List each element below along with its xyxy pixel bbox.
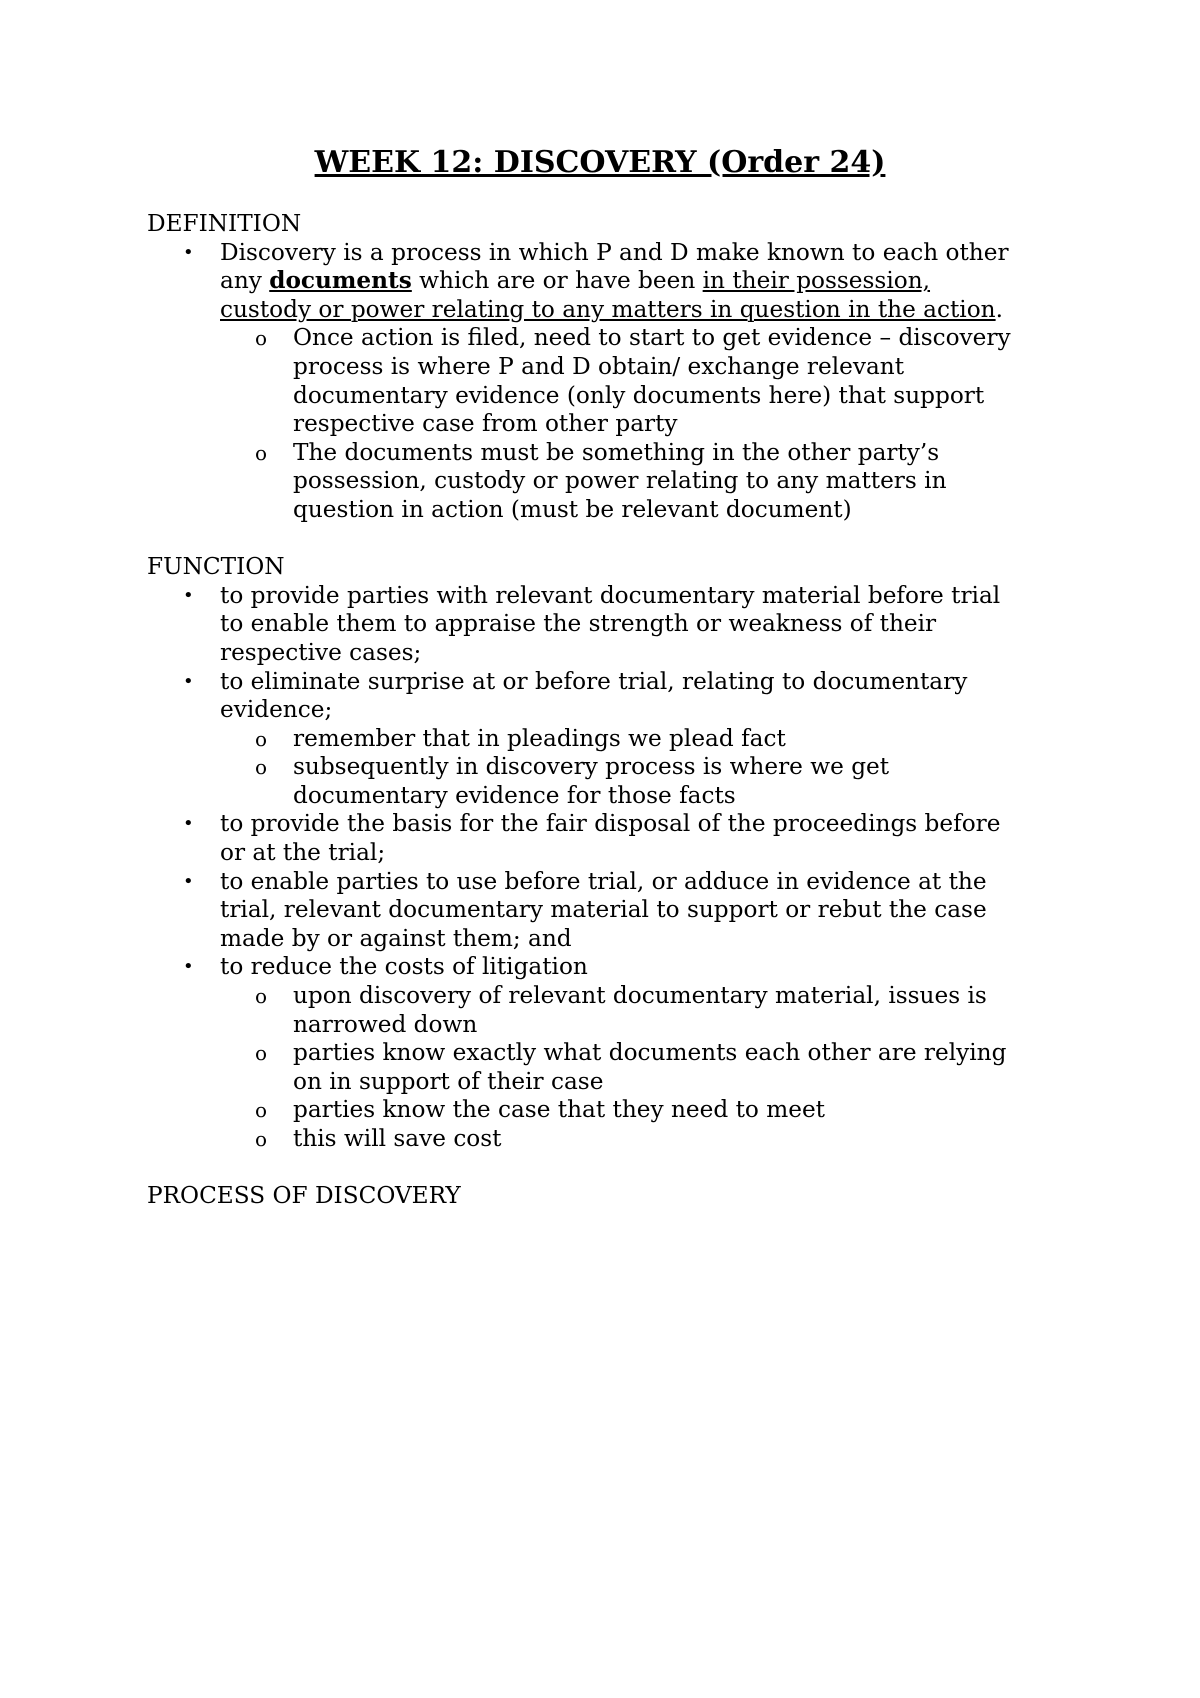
text-line: to enable parties to use before trial, or adduce in evidence at the xyxy=(220,867,987,895)
list-item xyxy=(183,867,1087,954)
underlined-text: custody or power relating to any matters in question in the action xyxy=(220,295,996,323)
text-line: possession, custody or power relating to any matters in xyxy=(293,467,947,495)
list-item xyxy=(183,581,1087,668)
emphasis-documents: documents xyxy=(269,267,412,295)
page-title: WEEK 12: DISCOVERY (Order 24) xyxy=(314,145,886,180)
text-line: trial, relevant documentary material to support or rebut the case xyxy=(220,896,987,924)
sub-list-item xyxy=(255,1039,1087,1096)
text-run: any xyxy=(220,267,270,295)
section-definition xyxy=(147,210,1087,525)
text-run: which are or have been xyxy=(411,267,703,295)
section-heading-definition: DEFINITION xyxy=(147,210,302,237)
list-item xyxy=(183,810,1087,867)
sub-list-item xyxy=(255,724,1087,754)
bullet-icon: • xyxy=(183,241,194,263)
section-function xyxy=(147,553,1087,1153)
definition-sublist xyxy=(220,324,1087,524)
text-line: made by or against them; and xyxy=(220,924,572,952)
text-line: question in action (must be relevant document) xyxy=(293,495,852,523)
text-line: parties know exactly what documents each other are relying xyxy=(293,1039,1007,1067)
text-line: The documents must be something in the other party’s xyxy=(293,438,940,466)
sub-bullet-icon: o xyxy=(255,726,268,751)
text-run: . xyxy=(995,295,1003,323)
document-body xyxy=(147,210,1087,1239)
text-line: respective case from other party xyxy=(293,410,678,438)
sub-bullet-icon: o xyxy=(255,440,268,465)
sub-list-item xyxy=(255,438,1087,525)
text-line: on in support of their case xyxy=(293,1067,604,1095)
text-line: to eliminate surprise at or before trial, relating to documentary xyxy=(220,667,968,695)
text-line: or at the trial; xyxy=(220,839,386,867)
text-line: subsequently in discovery process is where we get xyxy=(293,753,890,781)
text-line: to enable them to appraise the strength or weakness of their xyxy=(220,610,937,638)
text-line: to provide parties with relevant documentary material before trial xyxy=(220,581,1001,609)
list-item xyxy=(183,953,1087,1153)
definition-list xyxy=(147,239,1087,525)
text-line xyxy=(220,267,1087,296)
list-item xyxy=(183,667,1087,811)
sub-bullet-icon: o xyxy=(255,984,268,1009)
text-line: parties know the case that they need to meet xyxy=(293,1096,825,1124)
text-line: Once action is filed, need to start to get evidence – discovery xyxy=(293,324,1011,352)
list-item xyxy=(183,238,1087,525)
sub-bullet-icon: o xyxy=(255,1098,268,1123)
bullet-icon: • xyxy=(183,670,194,692)
section-heading-process: PROCESS OF DISCOVERY xyxy=(147,1182,461,1210)
text-line: Discovery is a process in which P and D make known to each other xyxy=(220,238,1009,266)
bullet-icon: • xyxy=(183,870,194,892)
bullet-icon: • xyxy=(183,584,194,606)
sub-list-item xyxy=(255,1125,1087,1154)
section-process xyxy=(147,1182,1087,1211)
text-line: to provide the basis for the fair disposal of the proceedings before xyxy=(220,810,1001,838)
sub-list-item xyxy=(255,982,1087,1039)
function-sublist xyxy=(220,982,1087,1154)
text-line: evidence; xyxy=(220,696,333,724)
function-list xyxy=(147,582,1087,1154)
sub-bullet-icon: o xyxy=(255,1041,268,1066)
text-line: to reduce the costs of litigation xyxy=(220,953,588,981)
text-line: upon discovery of relevant documentary material, issues is xyxy=(293,982,987,1010)
text-line: documentary evidence (only documents here) that support xyxy=(293,381,985,409)
text-line: respective cases; xyxy=(220,638,422,666)
sub-bullet-icon: o xyxy=(255,755,268,780)
text-line: documentary evidence for those facts xyxy=(293,781,736,809)
bullet-icon: • xyxy=(183,956,194,978)
section-heading-function: FUNCTION xyxy=(147,553,285,581)
underlined-text: in their possession, xyxy=(702,267,931,295)
text-line: this will save cost xyxy=(293,1125,502,1152)
text-line: process is where P and D obtain/ exchange relevant xyxy=(293,352,905,380)
function-sublist xyxy=(220,725,1087,811)
text-line: remember that in pleadings we plead fact xyxy=(293,724,786,752)
sub-list-item xyxy=(255,1096,1087,1125)
sub-bullet-icon: o xyxy=(255,326,268,351)
bullet-icon: • xyxy=(183,813,194,835)
text-line: narrowed down xyxy=(293,1010,478,1038)
sub-list-item xyxy=(255,753,1087,810)
text-line xyxy=(220,296,1087,325)
sub-list-item xyxy=(255,324,1087,438)
sub-bullet-icon: o xyxy=(255,1127,268,1151)
